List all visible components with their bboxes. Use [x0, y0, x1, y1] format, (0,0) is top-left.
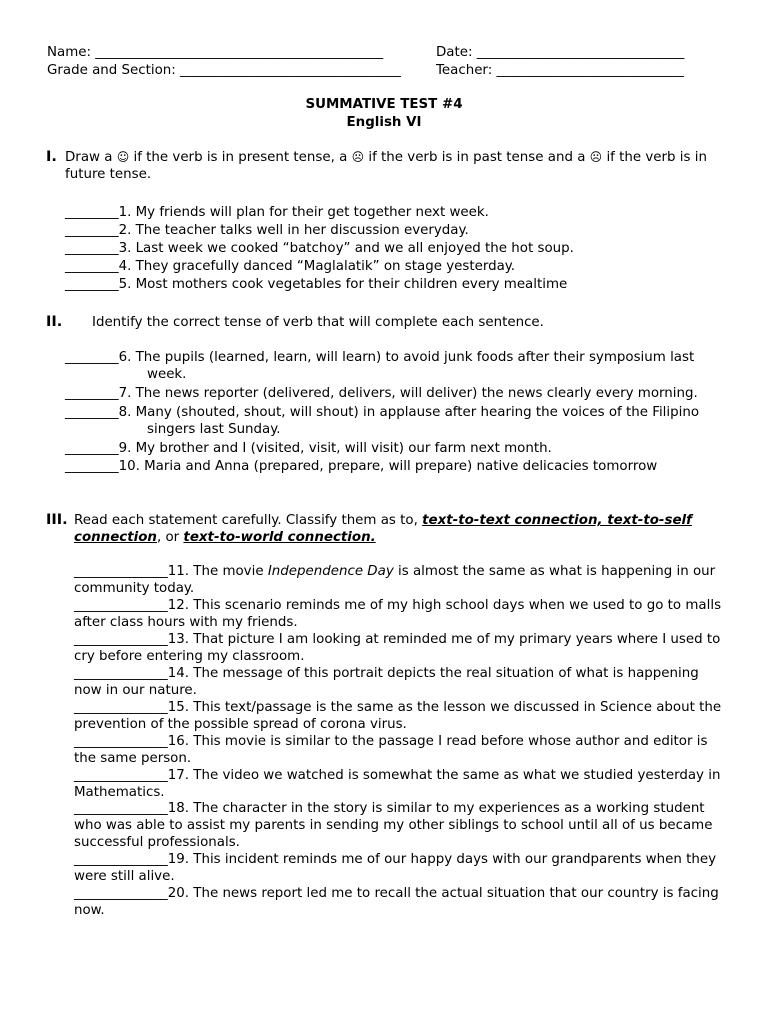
list-item: ______________13. That picture I am looking at reminded me of my primary years where I used to cry before entering my classroom.	[74, 632, 721, 664]
section1-number: I.	[46, 149, 57, 165]
name-line	[47, 44, 383, 61]
section2-instruction: Identify the correct tense of verb that will complete each sentence.	[92, 315, 544, 330]
test-title: SUMMATIVE TEST #4	[305, 97, 463, 112]
list-item: ______________15. This text/passage is the same as the lesson we discussed in Science about the prevention of the possible spread of corona virus.	[74, 700, 722, 732]
list-item: ________5. Most mothers cook vegetables for their children every mealtime	[65, 277, 568, 292]
list-item: ______________20. The news report led me to recall the actual situation that our country is facing now.	[74, 886, 719, 918]
name-label: Name: ___________________________________________	[47, 45, 384, 60]
section3-number: III.	[46, 512, 68, 528]
section1-instruction: Draw a ☺ if the verb is in present tense, a ☹ if the verb is in past tense and a ☹ if the verb is in future tense.	[65, 150, 707, 182]
list-item: ________6. The pupils (learned, learn, will learn) to avoid junk foods after their symposium last week.	[65, 350, 695, 382]
list-item: ________9. My brother and I (visited, visit, will visit) our farm next month.	[65, 441, 552, 456]
neutral-face-icon: ☹	[351, 150, 365, 164]
date-label: Date: _______________________________	[436, 45, 685, 60]
section2-number: II.	[46, 314, 63, 330]
grade-line	[47, 62, 401, 79]
date-line	[436, 44, 684, 61]
sad-face-icon: ☹	[589, 150, 603, 164]
subject-title: English VI	[346, 115, 422, 130]
list-item: ______________11. The movie Independence Day is almost the same as what is happening in our community today.	[74, 564, 716, 596]
list-item: ________7. The news reporter (delivered, delivers, will deliver) the news clearly every morning.	[65, 386, 698, 401]
list-item: ________10. Maria and Anna (prepared, prepare, will prepare) native delicacies tomorrow	[65, 459, 658, 474]
list-item: ______________19. This incident reminds me of our happy days with our grandparents when they were still alive.	[74, 852, 716, 884]
list-item: ________4. They gracefully danced “Maglalatik” on stage yesterday.	[65, 259, 516, 274]
list-item: ________1. My friends will plan for their get together next week.	[65, 205, 489, 220]
list-item: ________3. Last week we cooked “batchoy” and we all enjoyed the hot soup.	[65, 241, 574, 256]
list-item: ______________14. The message of this portrait depicts the real situation of what is happening now in our nature.	[74, 666, 699, 698]
happy-face-icon: ☺	[116, 150, 130, 164]
list-item: ________8. Many (shouted, shout, will shout) in applause after hearing the voices of the Filipino singers last Sunday.	[65, 405, 700, 437]
list-item: ______________18. The character in the story is similar to my experiences as a working student who was able to assist my parents in sending my other siblings to school until all of us became successful professionals.	[74, 801, 713, 850]
list-item: ______________17. The video we watched is somewhat the same as what we studied yesterday in Mathematics.	[74, 768, 721, 800]
section3-instruction: Read each statement carefully. Classify them as to, text-to-text connection, text-to-self connection, or text-to-world connection.	[74, 513, 692, 545]
teacher-label: Teacher: ____________________________	[436, 63, 684, 78]
list-item: ______________12. This scenario reminds me of my high school days when we used to go to malls after class hours with my friends.	[74, 598, 722, 630]
grade-label: Grade and Section: _________________________________	[47, 63, 401, 78]
teacher-line	[436, 62, 684, 79]
list-item: ______________16. This movie is similar to the passage I read before whose author and editor is the same person.	[74, 734, 708, 766]
list-item: ________2. The teacher talks well in her discussion everyday.	[65, 223, 469, 238]
